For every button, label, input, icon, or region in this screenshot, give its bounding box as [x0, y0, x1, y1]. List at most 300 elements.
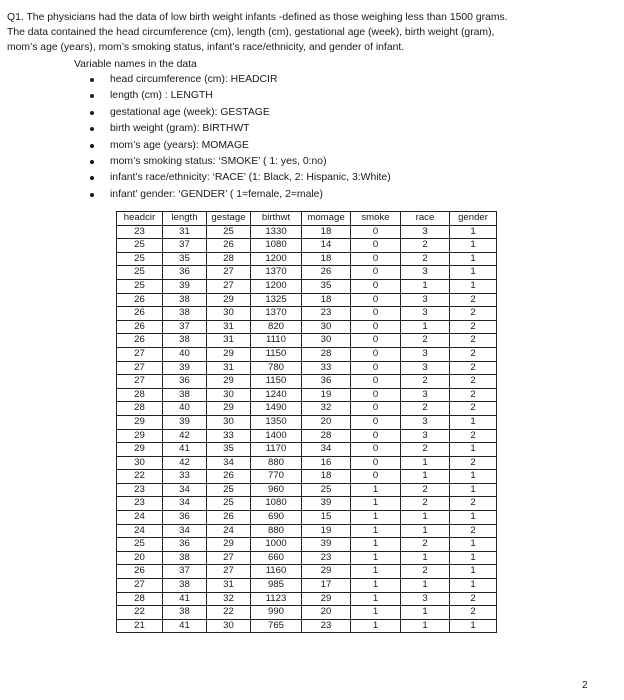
table-cell-smoke: 1 [351, 497, 401, 511]
table-cell-gender: 1 [450, 443, 497, 457]
table-cell-gestage: 30 [207, 415, 251, 429]
table-cell-length: 36 [163, 375, 207, 389]
table-row [117, 497, 497, 511]
table-cell-race: 2 [401, 252, 450, 266]
table-cell-gestage: 26 [207, 470, 251, 484]
table-cell-length: 33 [163, 470, 207, 484]
table-cell-length: 40 [163, 347, 207, 361]
table-cell-headcir: 25 [117, 252, 163, 266]
table-cell-race: 1 [401, 619, 450, 633]
table-cell-momage: 29 [302, 592, 351, 606]
variable-text: infant’s race/ethnicity: ‘RACE’ (1: Black, 2: Hispanic, 3:White) [110, 172, 391, 184]
table-cell-birthwt: 1200 [251, 252, 302, 266]
question-line-1: Q1. The physicians had the data of low birth weight infants -defined as those weighing less than 1500 grams. [7, 12, 508, 23]
table-cell-birthwt: 880 [251, 456, 302, 470]
table-cell-birthwt: 1490 [251, 402, 302, 416]
table-cell-birthwt: 1170 [251, 443, 302, 457]
variable-item [90, 121, 391, 137]
bullet-icon [90, 94, 94, 98]
table-cell-momage: 18 [302, 252, 351, 266]
table-cell-length: 39 [163, 279, 207, 293]
table-cell-birthwt: 880 [251, 524, 302, 538]
table-cell-headcir: 26 [117, 320, 163, 334]
table-cell-momage: 23 [302, 307, 351, 321]
table-cell-birthwt: 780 [251, 361, 302, 375]
table-cell-momage: 33 [302, 361, 351, 375]
table-cell-length: 42 [163, 456, 207, 470]
table-cell-birthwt: 1200 [251, 279, 302, 293]
table-cell-headcir: 25 [117, 266, 163, 280]
table-cell-race: 1 [401, 579, 450, 593]
variable-item [90, 170, 391, 186]
table-cell-birthwt: 1123 [251, 592, 302, 606]
table-cell-gender: 1 [450, 538, 497, 552]
table-cell-headcir: 29 [117, 443, 163, 457]
table-cell-gender: 2 [450, 307, 497, 321]
table-cell-headcir: 25 [117, 538, 163, 552]
table-cell-race: 2 [401, 565, 450, 579]
table-row [117, 320, 497, 334]
table-cell-gender: 2 [450, 497, 497, 511]
table-cell-smoke: 1 [351, 524, 401, 538]
table-cell-gestage: 30 [207, 619, 251, 633]
variable-item [90, 154, 391, 170]
table-row [117, 388, 497, 402]
table-cell-smoke: 0 [351, 225, 401, 239]
table-cell-smoke: 1 [351, 511, 401, 525]
table-cell-gestage: 29 [207, 375, 251, 389]
table-row [117, 361, 497, 375]
table-cell-momage: 15 [302, 511, 351, 525]
table-cell-gender: 2 [450, 293, 497, 307]
table-cell-gender: 1 [450, 266, 497, 280]
table-cell-gestage: 29 [207, 347, 251, 361]
table-cell-birthwt: 765 [251, 619, 302, 633]
table-cell-momage: 28 [302, 429, 351, 443]
table-cell-length: 34 [163, 483, 207, 497]
table-cell-race: 3 [401, 266, 450, 280]
table-row [117, 456, 497, 470]
table-cell-headcir: 22 [117, 470, 163, 484]
table-cell-smoke: 0 [351, 361, 401, 375]
table-cell-smoke: 0 [351, 402, 401, 416]
table-cell-momage: 20 [302, 415, 351, 429]
table-row [117, 579, 497, 593]
table-cell-birthwt: 1330 [251, 225, 302, 239]
table-cell-gestage: 27 [207, 279, 251, 293]
table-cell-length: 38 [163, 334, 207, 348]
table-cell-smoke: 0 [351, 320, 401, 334]
table-cell-headcir: 29 [117, 415, 163, 429]
table-cell-gender: 1 [450, 579, 497, 593]
table-cell-momage: 23 [302, 551, 351, 565]
table-cell-gestage: 31 [207, 320, 251, 334]
table-cell-headcir: 27 [117, 375, 163, 389]
variable-text: mom’s smoking status: ‘SMOKE’ ( 1: yes, 0:no) [110, 156, 327, 168]
table-cell-gestage: 25 [207, 483, 251, 497]
table-cell-smoke: 0 [351, 443, 401, 457]
table-cell-momage: 23 [302, 619, 351, 633]
table-cell-momage: 16 [302, 456, 351, 470]
table-cell-gestage: 32 [207, 592, 251, 606]
table-cell-smoke: 1 [351, 551, 401, 565]
table-cell-race: 3 [401, 347, 450, 361]
table-cell-gender: 2 [450, 334, 497, 348]
table-cell-headcir: 27 [117, 361, 163, 375]
table-cell-momage: 30 [302, 334, 351, 348]
column-header-momage: momage [302, 212, 351, 226]
table-cell-birthwt: 1080 [251, 239, 302, 253]
table-cell-birthwt: 1325 [251, 293, 302, 307]
variable-text: birth weight (gram): BIRTHWT [110, 123, 250, 135]
table-row [117, 606, 497, 620]
table-cell-gestage: 35 [207, 443, 251, 457]
table-cell-birthwt: 1150 [251, 347, 302, 361]
bullet-icon [90, 160, 94, 164]
table-cell-gestage: 28 [207, 252, 251, 266]
table-cell-smoke: 0 [351, 266, 401, 280]
question-line-3: mom’s age (years), mom’s smoking status, infant’s race/ethnicity, and gender of infant. [7, 42, 405, 53]
table-cell-smoke: 1 [351, 606, 401, 620]
table-cell-headcir: 26 [117, 293, 163, 307]
table-cell-gestage: 27 [207, 551, 251, 565]
table-cell-momage: 14 [302, 239, 351, 253]
table-cell-length: 38 [163, 606, 207, 620]
table-cell-race: 2 [401, 497, 450, 511]
variable-item [90, 138, 391, 154]
table-cell-gestage: 31 [207, 361, 251, 375]
table-cell-birthwt: 820 [251, 320, 302, 334]
table-cell-gender: 2 [450, 592, 497, 606]
table-cell-headcir: 23 [117, 483, 163, 497]
table-cell-gender: 1 [450, 415, 497, 429]
table-cell-momage: 18 [302, 470, 351, 484]
table-row [117, 279, 497, 293]
table-cell-smoke: 0 [351, 293, 401, 307]
table-cell-smoke: 0 [351, 279, 401, 293]
table-row [117, 225, 497, 239]
table-cell-momage: 36 [302, 375, 351, 389]
table-cell-smoke: 0 [351, 429, 401, 443]
table-cell-race: 1 [401, 551, 450, 565]
table-cell-headcir: 28 [117, 402, 163, 416]
table-cell-headcir: 22 [117, 606, 163, 620]
table-cell-length: 31 [163, 225, 207, 239]
table-body [117, 225, 497, 633]
column-header-gestage: gestage [207, 212, 251, 226]
variable-text: length (cm) : LENGTH [110, 90, 213, 102]
table-cell-race: 3 [401, 225, 450, 239]
table-cell-headcir: 23 [117, 497, 163, 511]
table-cell-birthwt: 1370 [251, 307, 302, 321]
variables-heading: Variable names in the data [74, 59, 197, 70]
table-cell-smoke: 0 [351, 239, 401, 253]
table-cell-race: 3 [401, 429, 450, 443]
table-cell-gestage: 30 [207, 388, 251, 402]
column-header-birthwt: birthwt [251, 212, 302, 226]
table-cell-length: 39 [163, 361, 207, 375]
table-cell-race: 2 [401, 443, 450, 457]
table-cell-headcir: 24 [117, 511, 163, 525]
table-cell-momage: 28 [302, 347, 351, 361]
table-cell-length: 41 [163, 443, 207, 457]
table-row [117, 252, 497, 266]
table-cell-gender: 1 [450, 239, 497, 253]
table-cell-race: 2 [401, 334, 450, 348]
table-cell-birthwt: 1160 [251, 565, 302, 579]
table-cell-smoke: 0 [351, 415, 401, 429]
bullet-icon [90, 78, 94, 82]
table-cell-smoke: 1 [351, 538, 401, 552]
table-cell-length: 41 [163, 592, 207, 606]
table-cell-smoke: 0 [351, 307, 401, 321]
table-cell-birthwt: 1110 [251, 334, 302, 348]
table-cell-length: 39 [163, 415, 207, 429]
table-cell-momage: 29 [302, 565, 351, 579]
table-cell-smoke: 1 [351, 619, 401, 633]
table-cell-gestage: 27 [207, 266, 251, 280]
table-cell-headcir: 27 [117, 347, 163, 361]
table-cell-gestage: 31 [207, 579, 251, 593]
table-cell-birthwt: 770 [251, 470, 302, 484]
table-cell-gender: 1 [450, 225, 497, 239]
table-cell-gender: 2 [450, 402, 497, 416]
table-cell-length: 40 [163, 402, 207, 416]
table-row [117, 443, 497, 457]
table-row [117, 266, 497, 280]
table-header-row [117, 212, 497, 226]
table-cell-length: 37 [163, 320, 207, 334]
table-cell-headcir: 30 [117, 456, 163, 470]
table-cell-birthwt: 1350 [251, 415, 302, 429]
table-row [117, 524, 497, 538]
table-cell-momage: 34 [302, 443, 351, 457]
table-cell-momage: 18 [302, 293, 351, 307]
table-cell-birthwt: 1000 [251, 538, 302, 552]
bullet-icon [90, 144, 94, 148]
variable-list [90, 72, 391, 203]
table-cell-smoke: 1 [351, 579, 401, 593]
question-text [7, 10, 612, 55]
table-cell-smoke: 0 [351, 347, 401, 361]
table-cell-gender: 2 [450, 347, 497, 361]
question-line-2: The data contained the head circumference (cm), length (cm), gestational age (week), birth weight (gram), [7, 27, 495, 38]
table-cell-headcir: 21 [117, 619, 163, 633]
table-cell-race: 1 [401, 524, 450, 538]
table-cell-smoke: 0 [351, 375, 401, 389]
table-cell-race: 2 [401, 483, 450, 497]
variable-text: infant’ gender: ‘GENDER’ ( 1=female, 2=male) [110, 188, 323, 200]
table-cell-momage: 18 [302, 225, 351, 239]
table-cell-race: 1 [401, 320, 450, 334]
table-cell-gender: 2 [450, 456, 497, 470]
table-row [117, 511, 497, 525]
table-row [117, 551, 497, 565]
table-cell-length: 38 [163, 551, 207, 565]
table-cell-race: 3 [401, 592, 450, 606]
table-cell-gender: 1 [450, 279, 497, 293]
table-cell-momage: 26 [302, 266, 351, 280]
table-cell-race: 3 [401, 388, 450, 402]
table-cell-gender: 1 [450, 483, 497, 497]
table-cell-smoke: 0 [351, 334, 401, 348]
table-row [117, 334, 497, 348]
table-row [117, 402, 497, 416]
table-cell-length: 37 [163, 239, 207, 253]
table-cell-length: 36 [163, 511, 207, 525]
column-header-gender: gender [450, 212, 497, 226]
table-cell-smoke: 1 [351, 483, 401, 497]
page-number: 2 [582, 680, 588, 691]
table-cell-momage: 39 [302, 538, 351, 552]
table-row [117, 483, 497, 497]
variable-item [90, 187, 391, 203]
table-cell-gestage: 30 [207, 307, 251, 321]
table-cell-race: 3 [401, 307, 450, 321]
table-cell-race: 2 [401, 375, 450, 389]
table-row [117, 415, 497, 429]
table-cell-gender: 2 [450, 375, 497, 389]
table-cell-gender: 2 [450, 320, 497, 334]
table-row [117, 565, 497, 579]
variable-text: mom’s age (years): MOMAGE [110, 139, 249, 151]
table-cell-gestage: 27 [207, 565, 251, 579]
table-cell-momage: 19 [302, 524, 351, 538]
table-cell-momage: 35 [302, 279, 351, 293]
bullet-icon [90, 127, 94, 131]
table-cell-gestage: 24 [207, 524, 251, 538]
table-cell-gender: 1 [450, 511, 497, 525]
table-cell-gender: 2 [450, 606, 497, 620]
table-cell-gestage: 29 [207, 293, 251, 307]
variable-text: head circumference (cm): HEADCIR [110, 74, 278, 85]
table-row [117, 619, 497, 633]
table-cell-headcir: 27 [117, 579, 163, 593]
table-cell-race: 1 [401, 511, 450, 525]
bullet-icon [90, 193, 94, 197]
table-cell-gestage: 33 [207, 429, 251, 443]
table-row [117, 375, 497, 389]
table-cell-gestage: 26 [207, 511, 251, 525]
table-cell-gestage: 26 [207, 239, 251, 253]
table-cell-gender: 1 [450, 252, 497, 266]
table-cell-birthwt: 690 [251, 511, 302, 525]
table-cell-race: 3 [401, 361, 450, 375]
table-cell-momage: 32 [302, 402, 351, 416]
table-cell-gestage: 25 [207, 497, 251, 511]
table-cell-headcir: 25 [117, 239, 163, 253]
table-cell-birthwt: 1370 [251, 266, 302, 280]
table-row [117, 239, 497, 253]
bullet-icon [90, 111, 94, 115]
table-cell-gender: 2 [450, 361, 497, 375]
table-row [117, 293, 497, 307]
table-cell-gestage: 29 [207, 402, 251, 416]
variable-item [90, 105, 391, 121]
column-header-race: race [401, 212, 450, 226]
table-cell-race: 1 [401, 606, 450, 620]
table-cell-gender: 2 [450, 429, 497, 443]
table-cell-length: 34 [163, 524, 207, 538]
table-cell-momage: 25 [302, 483, 351, 497]
variable-item [90, 72, 391, 88]
table-row [117, 347, 497, 361]
table-cell-headcir: 25 [117, 279, 163, 293]
table-cell-birthwt: 1240 [251, 388, 302, 402]
bullet-icon [90, 176, 94, 180]
data-table [116, 211, 497, 633]
table-cell-race: 2 [401, 239, 450, 253]
table-cell-smoke: 0 [351, 252, 401, 266]
table-cell-race: 3 [401, 415, 450, 429]
table-cell-momage: 19 [302, 388, 351, 402]
table-cell-length: 42 [163, 429, 207, 443]
table-cell-race: 1 [401, 456, 450, 470]
table-cell-gestage: 29 [207, 538, 251, 552]
table-cell-gender: 1 [450, 551, 497, 565]
table-cell-length: 41 [163, 619, 207, 633]
table-row [117, 470, 497, 484]
table-cell-length: 36 [163, 538, 207, 552]
table-cell-headcir: 26 [117, 307, 163, 321]
table-cell-length: 37 [163, 565, 207, 579]
table-cell-gestage: 22 [207, 606, 251, 620]
table-cell-birthwt: 960 [251, 483, 302, 497]
table-cell-race: 1 [401, 279, 450, 293]
table-cell-momage: 30 [302, 320, 351, 334]
table-cell-length: 38 [163, 388, 207, 402]
table-cell-gestage: 25 [207, 225, 251, 239]
table-cell-length: 38 [163, 307, 207, 321]
variable-item [90, 88, 391, 104]
table-cell-birthwt: 1080 [251, 497, 302, 511]
table-cell-headcir: 24 [117, 524, 163, 538]
table-cell-birthwt: 985 [251, 579, 302, 593]
table-cell-headcir: 23 [117, 225, 163, 239]
variable-text: gestational age (week): GESTAGE [110, 106, 270, 118]
table-cell-headcir: 26 [117, 334, 163, 348]
table-cell-momage: 20 [302, 606, 351, 620]
table-cell-race: 3 [401, 293, 450, 307]
table-row [117, 592, 497, 606]
table-cell-birthwt: 1150 [251, 375, 302, 389]
table-cell-momage: 39 [302, 497, 351, 511]
table-cell-smoke: 1 [351, 592, 401, 606]
table-cell-gestage: 34 [207, 456, 251, 470]
table-cell-race: 2 [401, 538, 450, 552]
table-cell-headcir: 28 [117, 592, 163, 606]
column-header-smoke: smoke [351, 212, 401, 226]
table-cell-birthwt: 990 [251, 606, 302, 620]
table-cell-length: 38 [163, 293, 207, 307]
table-row [117, 429, 497, 443]
table-cell-headcir: 28 [117, 388, 163, 402]
column-header-length: length [163, 212, 207, 226]
table-cell-smoke: 1 [351, 565, 401, 579]
table-cell-birthwt: 660 [251, 551, 302, 565]
table-cell-headcir: 26 [117, 565, 163, 579]
column-header-headcir: headcir [117, 212, 163, 226]
table-cell-race: 2 [401, 402, 450, 416]
table-cell-gender: 1 [450, 565, 497, 579]
table-row [117, 307, 497, 321]
table-cell-gestage: 31 [207, 334, 251, 348]
table-cell-momage: 17 [302, 579, 351, 593]
table-cell-headcir: 29 [117, 429, 163, 443]
table-cell-smoke: 0 [351, 456, 401, 470]
table-cell-length: 34 [163, 497, 207, 511]
table-cell-gender: 1 [450, 619, 497, 633]
